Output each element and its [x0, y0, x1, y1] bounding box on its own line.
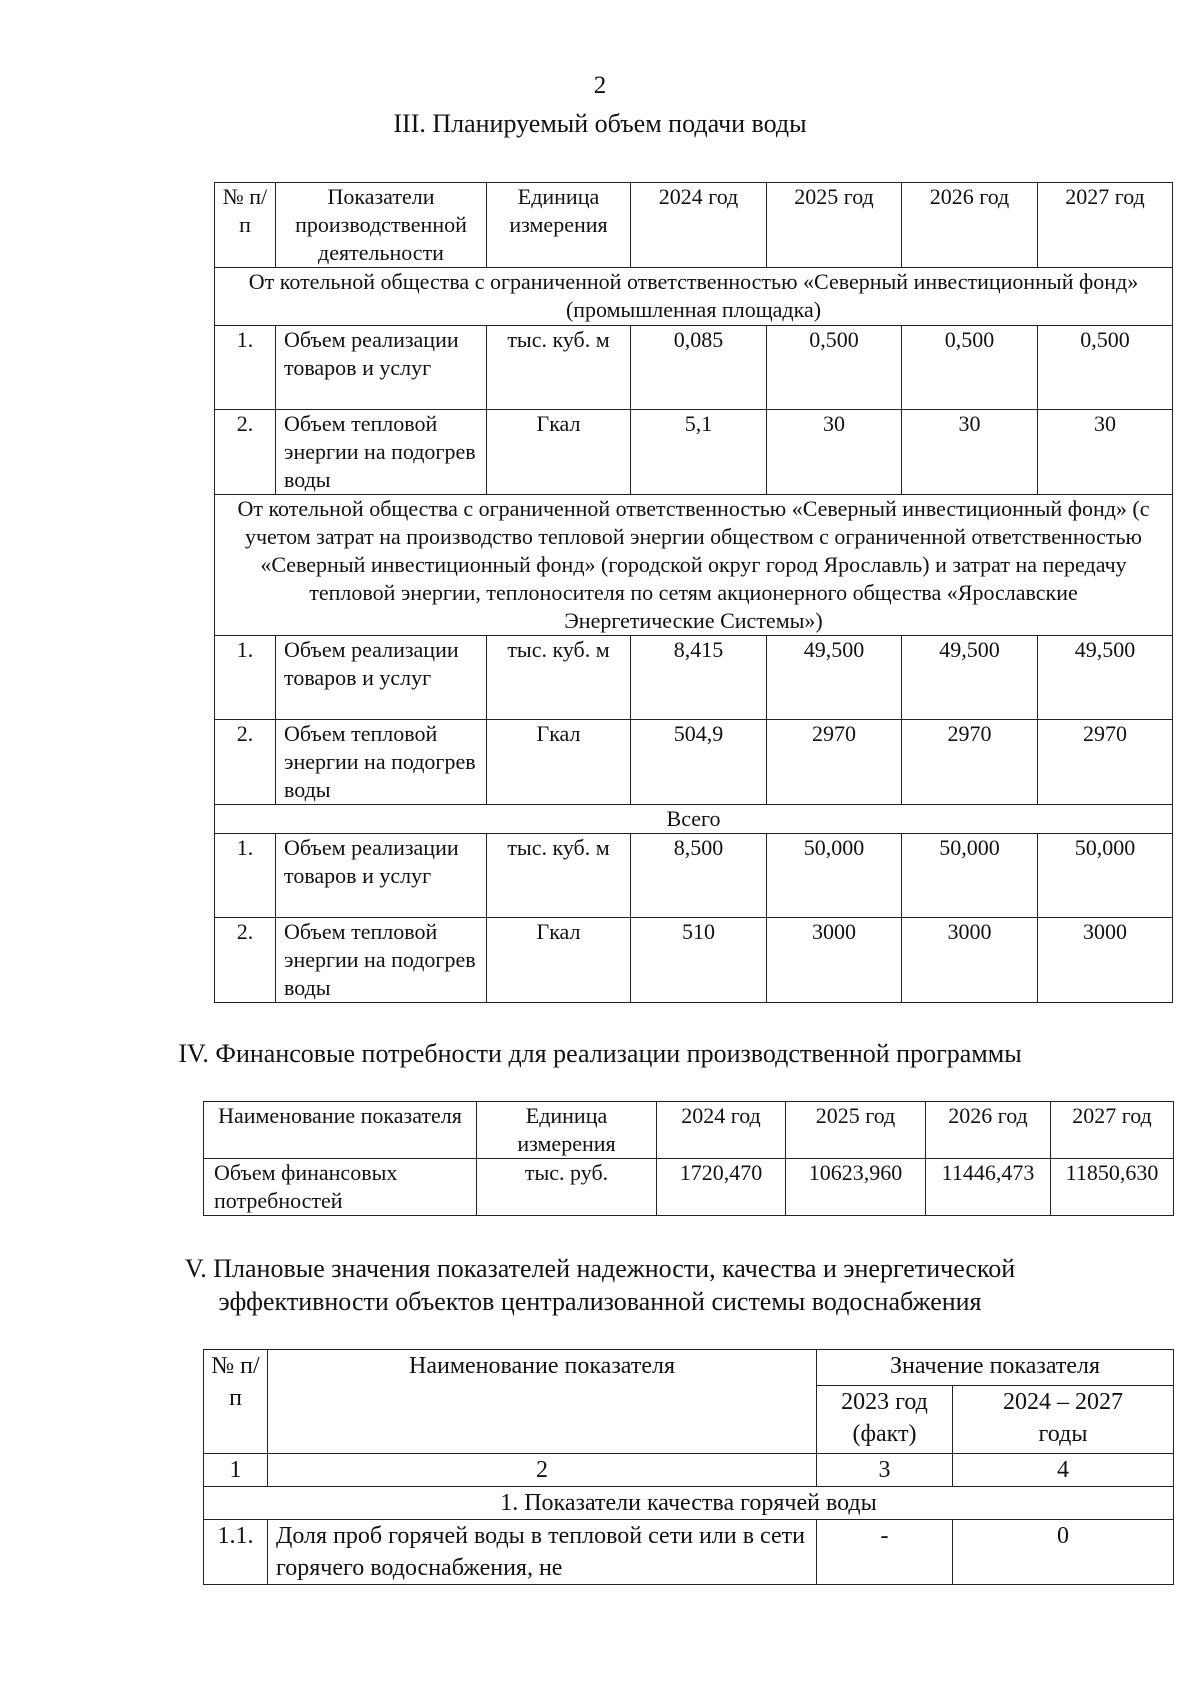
cell-index: 1.1. — [204, 1520, 268, 1585]
header-cell: 2024 – 2027 годы — [953, 1386, 1174, 1454]
group-caption-row — [215, 495, 1173, 636]
table-row — [215, 918, 1173, 1003]
group-caption: Всего — [215, 805, 1173, 834]
cell-indicator: Объем реализации товаров и услуг — [276, 636, 487, 720]
header-cell: 2025 год — [786, 1102, 926, 1159]
cell-indicator: Объем финансовых потребностей — [204, 1159, 477, 1216]
table-row — [204, 1159, 1174, 1216]
header-cell: 2025 год — [767, 183, 902, 268]
cell-unit: тыс. руб. — [477, 1159, 657, 1216]
cell-value: 2970 — [1038, 720, 1173, 805]
cell-value: 49,500 — [767, 636, 902, 720]
cell-unit: тыс. куб. м — [487, 636, 631, 720]
column-number: 2 — [268, 1454, 817, 1487]
header-cell: 2027 год — [1051, 1102, 1174, 1159]
cell-value: 5,1 — [631, 410, 767, 495]
cell-indicator: Объем тепловой энергии на подогрев воды — [276, 410, 487, 495]
financial-needs-table — [203, 1101, 1174, 1216]
section-3-title: III. Планируемый объем подачи воды — [393, 109, 807, 138]
cell-unit: Гкал — [487, 720, 631, 805]
table-row — [215, 636, 1173, 720]
header-cell: Единица измерения — [487, 183, 631, 268]
table-row — [215, 326, 1173, 410]
cell-indicator: Доля проб горячей воды в тепловой сети или в сети горячего водоснабжения, не — [268, 1520, 817, 1585]
cell-value: 8,415 — [631, 636, 767, 720]
cell-value: 50,000 — [1038, 834, 1173, 918]
column-number-row — [204, 1454, 1174, 1487]
column-number: 1 — [204, 1454, 268, 1487]
cell-unit: тыс. куб. м — [487, 834, 631, 918]
table-row — [215, 410, 1173, 495]
table-row — [215, 720, 1173, 805]
cell-indicator: Объем реализации товаров и услуг — [276, 834, 487, 918]
cell-value: 50,000 — [767, 834, 902, 918]
header-cell: 2023 год (факт) — [817, 1386, 953, 1454]
cell-value: 3000 — [902, 918, 1038, 1003]
cell-unit: тыс. куб. м — [487, 326, 631, 410]
cell-value: 49,500 — [1038, 636, 1173, 720]
column-number: 3 — [817, 1454, 953, 1487]
group-caption: 1. Показатели качества горячей воды — [204, 1487, 1174, 1520]
cell-value: 0,500 — [902, 326, 1038, 410]
cell-value: 2970 — [767, 720, 902, 805]
cell-value: 0,500 — [1038, 326, 1173, 410]
table-row — [204, 1520, 1174, 1585]
page-number: 2 — [593, 72, 607, 99]
cell-unit: Гкал — [487, 410, 631, 495]
cell-value: 0 — [953, 1520, 1174, 1585]
cell-index: 2. — [215, 410, 276, 495]
column-number: 4 — [953, 1454, 1174, 1487]
cell-value: 30 — [767, 410, 902, 495]
group-caption: От котельной общества с ограниченной ответственностью «Северный инвестиционный фонд» (промышленная площадка) — [215, 268, 1173, 326]
header-cell: Единица измерения — [477, 1102, 657, 1159]
header-cell: 2024 год — [657, 1102, 786, 1159]
cell-index: 2. — [215, 720, 276, 805]
section-4-title: IV. Финансовые потребности для реализации производственной программы — [178, 1039, 1022, 1068]
group-caption-row — [204, 1487, 1174, 1520]
cell-index: 1. — [215, 834, 276, 918]
cell-value: 3000 — [767, 918, 902, 1003]
cell-value: 50,000 — [902, 834, 1038, 918]
cell-value: 510 — [631, 918, 767, 1003]
cell-value: 10623,960 — [786, 1159, 926, 1216]
cell-value: 8,500 — [631, 834, 767, 918]
cell-value: 30 — [1038, 410, 1173, 495]
water-supply-table — [214, 182, 1173, 1003]
header-cell: Наименование показателя — [268, 1350, 817, 1454]
header-cell: Показатели производственной деятельности — [276, 183, 487, 268]
header-cell: № п/п — [215, 183, 276, 268]
reliability-indicators-table — [203, 1349, 1174, 1585]
header-cell: 2027 год — [1038, 183, 1173, 268]
section-5-title-line2: эффективности объектов централизованной системы водоснабжения — [218, 1287, 982, 1316]
cell-value: 11446,473 — [926, 1159, 1051, 1216]
table-header-row — [204, 1102, 1174, 1159]
header-cell: 2026 год — [926, 1102, 1051, 1159]
header-cell: Значение показателя — [817, 1350, 1174, 1386]
cell-indicator: Объем тепловой энергии на подогрев воды — [276, 918, 487, 1003]
table-row — [215, 834, 1173, 918]
cell-value: 1720,470 — [657, 1159, 786, 1216]
group-caption-row — [215, 805, 1173, 834]
cell-index: 1. — [215, 636, 276, 720]
cell-index: 1. — [215, 326, 276, 410]
cell-value: 3000 — [1038, 918, 1173, 1003]
header-cell: Наименование показателя — [204, 1102, 477, 1159]
cell-index: 2. — [215, 918, 276, 1003]
cell-indicator: Объем тепловой энергии на подогрев воды — [276, 720, 487, 805]
table-header-row — [215, 183, 1173, 268]
cell-value: 49,500 — [902, 636, 1038, 720]
cell-value: - — [817, 1520, 953, 1585]
cell-value: 0,085 — [631, 326, 767, 410]
group-caption: От котельной общества с ограниченной ответственностью «Северный инвестиционный фонд» (с учетом затрат на производство тепловой энергии обществом с ограниченной ответственностью «Северный инвестиционный фонд» (городской округ город Ярославль) и затрат на передачу тепловой энергии, теплоносителя по сетям акционерного общества «Ярославские Энергетические Системы») — [215, 495, 1173, 636]
cell-indicator: Объем реализации товаров и услуг — [276, 326, 487, 410]
cell-value: 11850,630 — [1051, 1159, 1174, 1216]
header-cell: 2026 год — [902, 183, 1038, 268]
header-cell: 2024 год — [631, 183, 767, 268]
group-caption-row — [215, 268, 1173, 326]
cell-value: 0,500 — [767, 326, 902, 410]
section-5-title-line1: V. Плановые значения показателей надежности, качества и энергетической — [184, 1254, 1016, 1283]
cell-unit: Гкал — [487, 918, 631, 1003]
table-header-row — [204, 1350, 1174, 1386]
cell-value: 30 — [902, 410, 1038, 495]
cell-value: 504,9 — [631, 720, 767, 805]
cell-value: 2970 — [902, 720, 1038, 805]
header-cell: № п/п — [204, 1350, 268, 1454]
